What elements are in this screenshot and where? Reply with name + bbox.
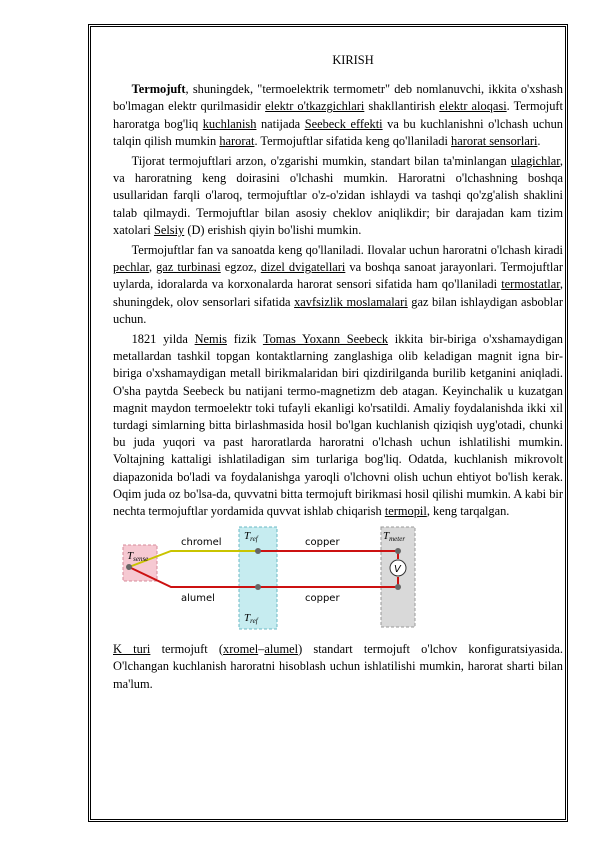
link-dizel-dvigatellari[interactable]: dizel dvigatellari [260,260,346,275]
link-xromel[interactable]: xromel [223,642,259,657]
link-termopil[interactable]: termopil [384,504,427,519]
term-bold: Termojuft [131,82,186,97]
alumel-label: alumel [181,593,215,605]
thermocouple-diagram-svg [119,523,419,631]
copper-bottom-label: copper [305,593,340,605]
link-seebeck-effekti[interactable]: Seebeck effekti [304,116,383,131]
link-xavfsizlik-moslamalari[interactable]: xavfsizlik moslamalari [294,294,408,309]
t-sense-label: Tsense [127,550,149,564]
paragraph-1: Termojuft, shuningdek, "termoelektrik termometr" deb nomlanuvchi, ikkita o'xshash bo'lmagan elektr qurilmasidir elektr o'tkazgichlari shakllantirish elektr aloqasi. Termojuft haroratga bog'liq kuchlanish natijada Seebeck effekti va bu kuchlanishni o'lchash uchun talqin qilish mumkin harorat. Termojuftlar sifatida keng qo'llaniladi harorat sensorlari. [113,82,563,148]
page-title: KIRISH [332,53,374,67]
voltmeter-label: V [394,564,401,576]
link-gaz-turbinasi[interactable]: gaz turbinasi [156,260,221,275]
sense-junction [126,564,132,570]
copper-wire-top [258,551,398,559]
paragraph-5: K turi termojuft (xromel–alumel) standart termojuft o'lchov konfiguratsiyasida. O'lchangan kuchlanish haroratni hisoblash uchun ishlatilishi mumkin, harorat sharti bilan ma'lum. [113,642,563,691]
link-pechlar[interactable]: pechlar [113,260,149,275]
paragraph-3: Termojuftlar fan va sanoatda keng qo'llaniladi. Ilovalar uchun haroratni o'lchash kiradi pechlar, gaz turbinasi egzoz, dizel dvigatellari va boshqa sanoat jarayonlari. Termojuftlar uylarda, idoralarda va korxonalarda harorat sensori sifatida ham qo'llaniladi termostatlar, shuningdek, olov sensorlari sifatida xavfsizlik moslamalari gaz bilan ishlaydigan asboblar uchun. [113,243,563,326]
paragraph-2: Tijorat termojuftlari arzon, o'zgarishi mumkin, standart bilan ta'minlangan ulagichlar, va haroratning keng doirasini o'lchashi mumkin. Haroratni o'lchashning boshqa usullaridan farqli o'laroq, termojuftlar o'z-o'zidan ishlaydi va tashqi qo'zg'alish shaklini talab qilmaydi. Termojuftlar bilan asosiy cheklov aniqlikdir; bir darajadan kam tizim xatolari Selsiy (D) erishish qiyin bo'lishi mumkin. [113,154,563,237]
document-body [113,52,563,696]
copper-top-label: copper [305,537,340,549]
link-elektr-aloqasi[interactable]: elektr aloqasi [439,99,507,114]
link-termostatlar[interactable]: termostatlar [501,277,560,292]
ref-junction-bottom [255,584,261,590]
link-elektr-otkazgichlari[interactable]: elektr o'tkazgichlari [265,99,365,114]
ref-junction-top [255,548,261,554]
thermocouple-diagram [119,523,419,633]
meter-terminal-bottom [395,584,401,590]
t-ref-bottom-label: Tref [244,612,258,626]
link-nemis[interactable]: Nemis [194,332,227,347]
link-tomas-yoxann-seebeck[interactable]: Tomas Yoxann Seebeck [262,332,389,347]
t-meter-label: Tmeter [383,530,406,544]
meter-terminal-top [395,548,401,554]
link-k-turi[interactable]: K turi [113,642,151,657]
link-ulagichlar[interactable]: ulagichlar [510,154,560,169]
link-kuchlanish[interactable]: kuchlanish [202,116,257,131]
t-ref-top-label: Tref [244,530,258,544]
chromel-label: chromel [181,537,222,549]
copper-wire-bottom [258,577,398,587]
paragraph-4: 1821 yilda Nemis fizik Tomas Yoxann Seebeck ikkita bir-biriga o'xshamaydigan metallardan tashkil topgan kontaktlarning zanglashiga olib keladigan magnit igna bir-biriga o'xshamaydigan metall birikmalaridan biri qizdirilganda burilib ketganini aniqladi. O'sha paytda Seebeck bu natijani termo-magnetizm deb atagan. Keyinchalik u kuzatgan magnit maydon termoelektr toki tufayli ekanligi ko'rsatildi. Amaliy foydalanishda ikki xil turdagi simlarning bitta birlashmasida hosil bo'lgan kuchlanish qiziqish uyg'otadi, chunki bu juda yuqori va past haroratlarda haroratni o'lchash uchun ishlatilishi mumkin. Voltajning kattaligi ishlatiladigan sim turlariga bog'liq. Odatda, kuchlanish mikrovolt diapazonida bo'ladi va foydalanishga yaroqli o'lchovni olish uchun ehtiyot bo'lish kerak. Oqim juda oz bo'lsa-da, quvvatni bitta termojuft birikmasi hosil qilishi mumkin. A kabi bir nechta termojuftlar yordamida quvvat ishlab chiqarish termopil, keng tarqalgan. [113,332,563,519]
link-harorat[interactable]: harorat [219,133,255,148]
link-selsiy[interactable]: Selsiy [153,222,185,237]
link-alumel[interactable]: alumel [264,642,299,657]
link-harorat-sensorlari[interactable]: harorat sensorlari [451,133,538,148]
